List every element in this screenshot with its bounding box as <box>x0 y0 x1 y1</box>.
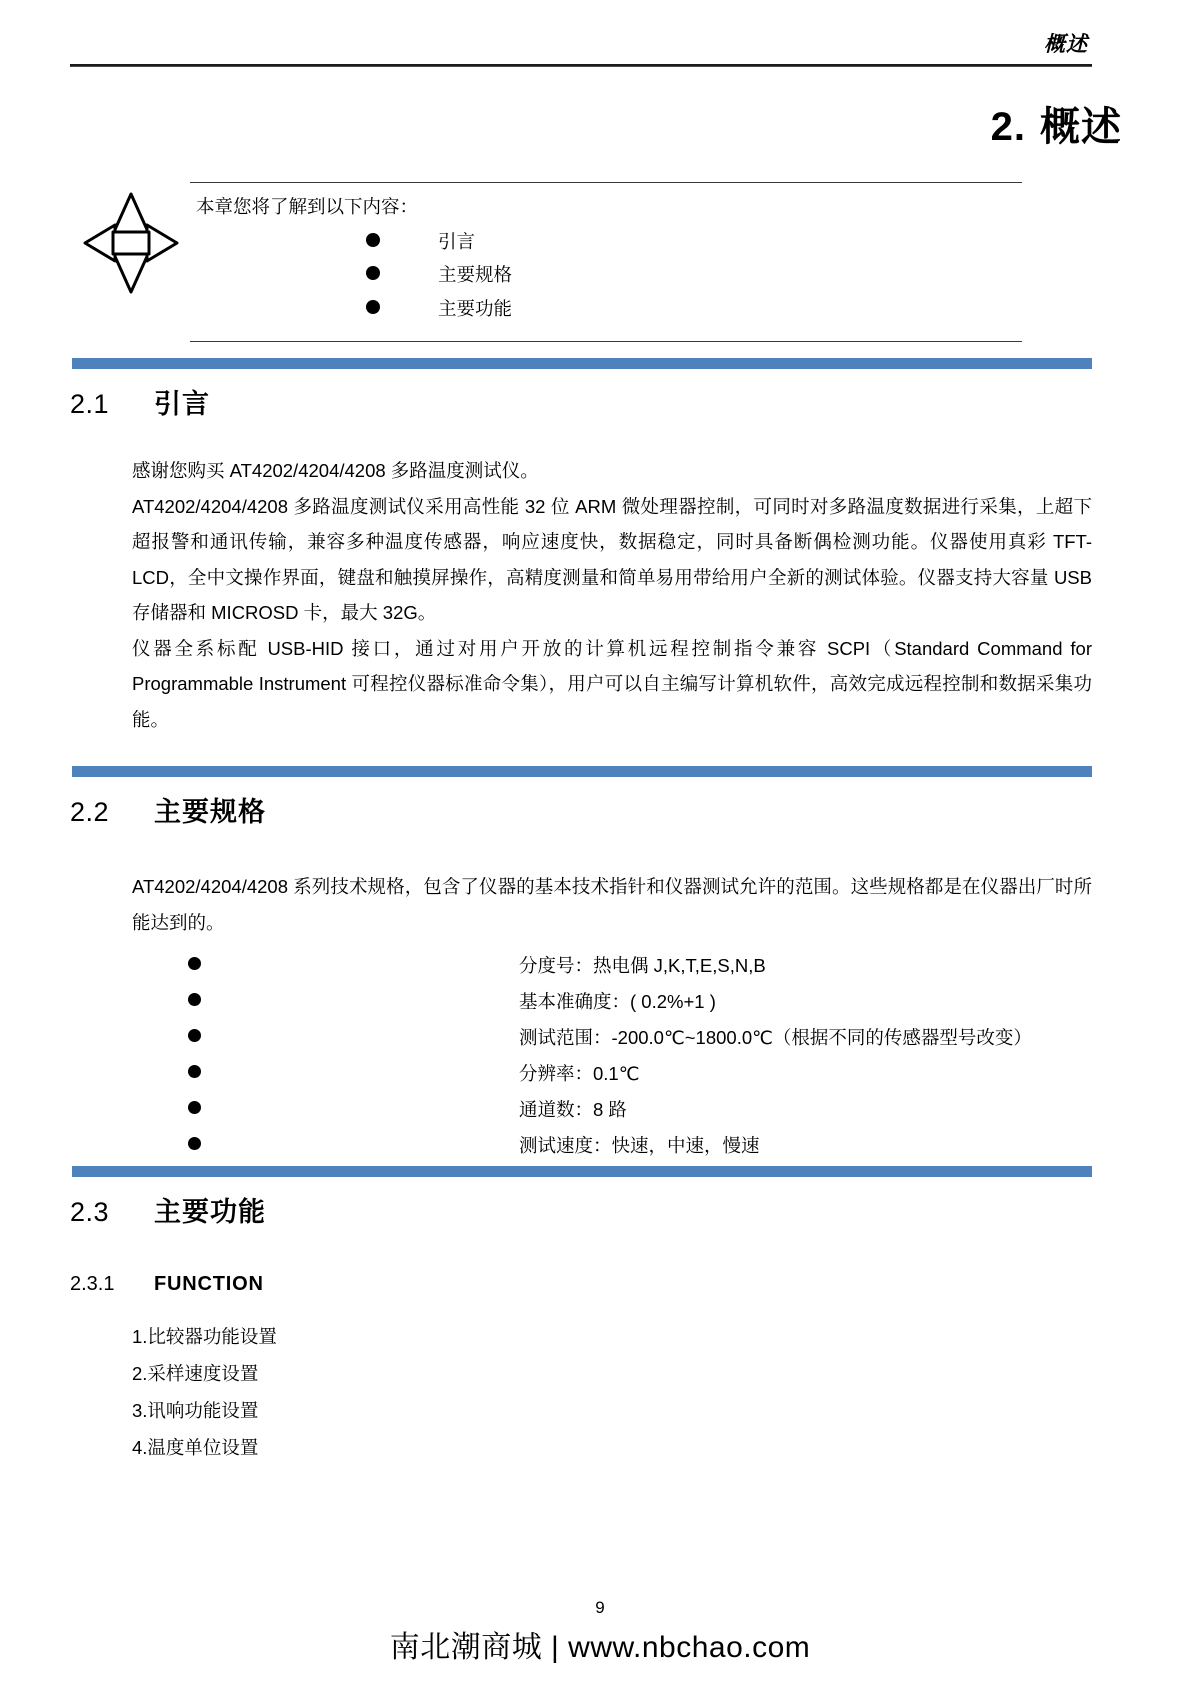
spec-item-label: 基本准确度：( 0.2%+1 ) <box>519 991 716 1013</box>
list-item <box>70 948 1092 984</box>
list-item <box>70 1128 1092 1164</box>
bullet-dot-icon <box>366 300 380 314</box>
section-accent-bar <box>72 1166 1092 1177</box>
page-header <box>70 34 1092 67</box>
list-item: 2.采样速度设置 <box>132 1363 259 1384</box>
list-item: 3.讯响功能设置 <box>132 1400 259 1421</box>
bullet-dot-icon <box>188 1029 201 1042</box>
list-item <box>70 1092 1092 1128</box>
chapter-title <box>991 104 1122 150</box>
intro-lead-text: 本章您将了解到以下内容： <box>196 196 419 217</box>
spec-item-label: 通道数：8 路 <box>519 1099 627 1121</box>
section-heading <box>70 790 1092 829</box>
section-body <box>132 453 1092 737</box>
section-2-1 <box>70 358 1092 737</box>
section-title: 主要规格 <box>154 797 266 827</box>
bullet-dot-icon <box>366 266 380 280</box>
header-divider-rule <box>70 64 1092 67</box>
spec-item-label: 测试速度：快速，中速，慢速 <box>519 1135 760 1157</box>
paragraph: AT4202/4204/4208 多路温度测试仪采用高性能 32 位 ARM 微处理器控制，可同时对多路温度数据进行采集，上超下超报警和通讯传输，兼容多种温度传感器，响应速度快，数据稳定，同时具备断偶检测功能。仪器使用真彩 TFT-LCD，全中文操作界面，键盘和触摸屏操作，高精度测量和简单易用带给用户全新的测试体验。仪器支持大容量 USB 存储器和 MICROSD 卡，最大 32G。 <box>132 495 1092 624</box>
four-point-star-icon <box>72 182 190 298</box>
section-accent-bar <box>72 766 1092 777</box>
bullet-dot-icon <box>188 993 201 1006</box>
subsection-heading <box>70 1273 1092 1296</box>
section-heading <box>70 1190 1092 1229</box>
chapter-intro-callout <box>72 182 1022 342</box>
bullet-dot-icon <box>188 1065 201 1078</box>
chapter-number: 2. <box>990 105 1026 149</box>
list-item <box>70 984 1092 1020</box>
bullet-dot-icon <box>188 957 201 970</box>
list-item: 1.比较器功能设置 <box>132 1326 277 1347</box>
section-heading <box>70 382 1092 421</box>
intro-item-label: 引言 <box>438 230 476 252</box>
list-item: 4.温度单位设置 <box>132 1437 259 1458</box>
page-number: 9 <box>595 1597 605 1617</box>
bullet-dot-icon <box>188 1137 201 1150</box>
running-header-title: 概述 <box>1044 32 1088 56</box>
function-list <box>132 1318 1092 1466</box>
bullet-dot-icon <box>188 1101 201 1114</box>
section-number: 2.1 <box>70 389 110 419</box>
intro-topic-list <box>190 228 1022 323</box>
specification-list <box>70 948 1092 1164</box>
list-item <box>190 261 1022 289</box>
list-item <box>190 228 1022 256</box>
paragraph: AT4202/4204/4208 系列技术规格，包含了仪器的基本技术指针和仪器测试允许的范围。这些规格都是在仪器出厂时所能达到的。 <box>132 876 1092 933</box>
section-2-3 <box>70 1166 1092 1466</box>
section-title: 引言 <box>154 389 210 419</box>
chapter-title-text: 概述 <box>1040 105 1122 149</box>
spec-item-label: 分度号：热电偶 J,K,T,E,S,N,B <box>519 955 766 977</box>
list-item <box>70 1056 1092 1092</box>
section-body <box>132 869 1092 940</box>
spec-item-label: 分辨率：0.1℃ <box>519 1063 640 1085</box>
footer-watermark: 南北潮商城 | www.nbchao.com <box>389 1631 811 1664</box>
intro-item-label: 主要规格 <box>438 264 513 286</box>
intro-item-label: 主要功能 <box>438 298 513 320</box>
section-accent-bar <box>72 358 1092 369</box>
list-item <box>190 295 1022 323</box>
section-title: 主要功能 <box>154 1197 266 1227</box>
list-item <box>70 1020 1092 1056</box>
spec-item-label: 测试范围：-200.0℃~1800.0℃（根据不同的传感器型号改变） <box>519 1027 1032 1049</box>
section-2-2 <box>70 766 1092 1164</box>
subsection-title: FUNCTION <box>154 1273 264 1295</box>
section-number: 2.3 <box>70 1197 110 1227</box>
page-footer <box>0 1598 1200 1666</box>
section-number: 2.2 <box>70 797 110 827</box>
paragraph: 仪器全系标配 USB-HID 接口，通过对用户开放的计算机远程控制指令兼容 SCPI（Standard Command for Programmable Instrument 可程控仪器标准命令集），用户可以自主编写计算机软件，高效完成远程控制和数据采集功能。 <box>132 637 1092 730</box>
bullet-dot-icon <box>366 233 380 247</box>
paragraph: 感谢您购买 AT4202/4204/4208 多路温度测试仪。 <box>132 460 539 481</box>
intro-text-block <box>190 182 1022 342</box>
subsection-number: 2.3.1 <box>70 1273 115 1295</box>
